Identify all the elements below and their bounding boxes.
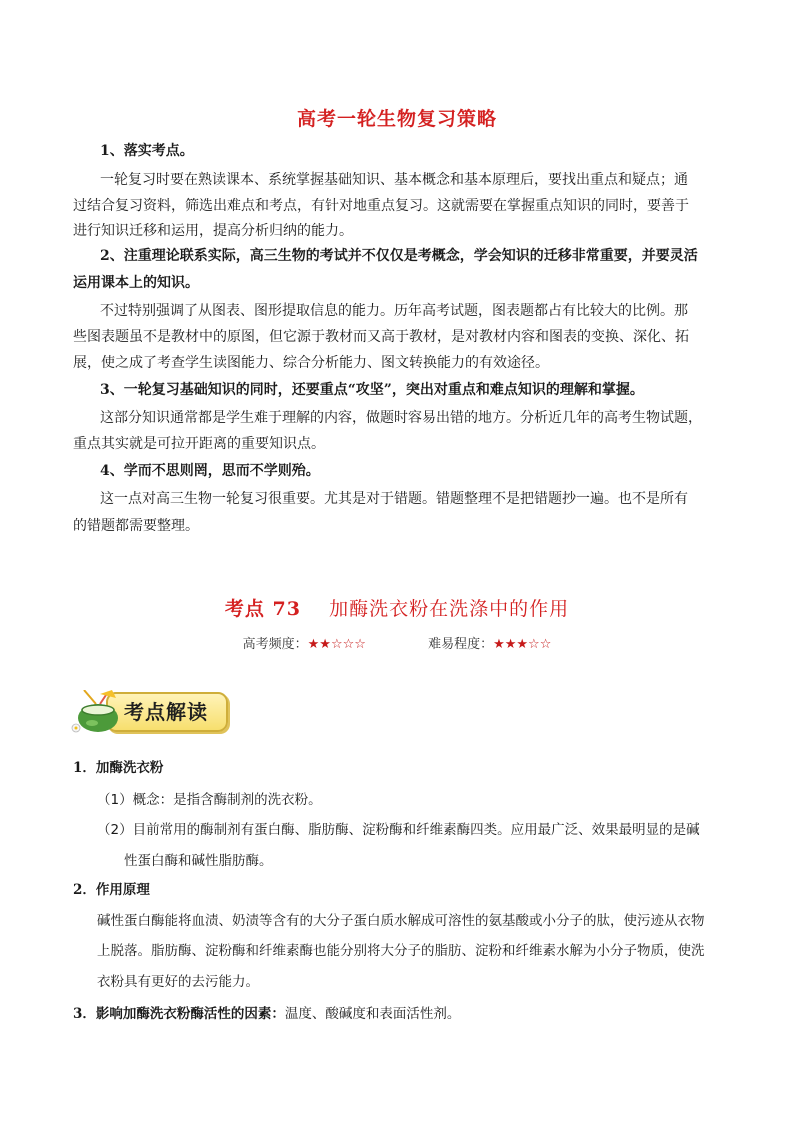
- section-1-item-2-line-2: 性蛋白酶和碱性脂肪酶。: [124, 853, 273, 869]
- strategy-para-2-line-2: 些图表题虽不是教材中的原图，但它源于教材而又高于教材，是对教材内容和图表的变换、深化、拓: [73, 329, 689, 345]
- section-2-line-3: 衣粉具有更好的去污能力。: [97, 974, 259, 990]
- topic-badge: [66, 680, 226, 736]
- topic-title: [0, 594, 794, 621]
- strategy-heading-4: 4、学而不思则罔，思而不学则殆。: [100, 463, 320, 479]
- strategy-heading-3: 3、一轮复习基础知识的同时，还要重点“攻坚”，突出对重点和难点知识的理解和掌握。: [100, 382, 644, 398]
- topic-name: 加酶洗衣粉在洗涤中的作用: [329, 598, 570, 620]
- section-1-item-1: （1）概念：是指含酶制剂的洗衣粉。: [97, 792, 322, 808]
- strategy-para-3-line-2: 重点其实就是可拉开距离的重要知识点。: [73, 436, 325, 452]
- exam-frequency-label: 高考频度：: [242, 637, 308, 652]
- section-3-heading: 3．影响加酶洗衣粉酶活性的因素：: [73, 1006, 285, 1022]
- strategy-para-4-line-1: 这一点对高三生物一轮复习很重要。尤其是对于错题。错题整理不是把错题抄一遍。也不是所有: [100, 491, 688, 507]
- section-2-line-1: 碱性蛋白酶能将血渍、奶渍等含有的大分子蛋白质水解成可溶性的氨基酸或小分子的肽，使污迹从衣物: [97, 913, 705, 929]
- strategy-para-4-line-2: 的错题都需要整理。: [73, 518, 199, 534]
- strategy-para-1-line-1: 一轮复习时要在熟读课本、系统掌握基础知识、基本概念和基本原理后，要找出重点和疑点；通: [100, 172, 688, 188]
- strategy-heading-1: 1、落实考点。: [100, 143, 194, 159]
- strategy-para-2-line-1: 不过特别强调了从图表、图形提取信息的能力。历年高考试题，图表题都占有比较大的比例。那: [100, 303, 688, 319]
- strategy-para-1-line-2: 过结合复习资料，筛选出难点和考点，有针对地重点复习。这就需要在掌握重点知识的同时，要善于: [73, 198, 689, 214]
- badge-label: 考点解读: [124, 700, 208, 724]
- exam-frequency-stars: ★★☆☆☆: [307, 637, 366, 652]
- frequency-row: [0, 633, 794, 652]
- section-2-heading: 2．作用原理: [73, 882, 150, 898]
- strategy-para-1-line-3: 进行知识迁移和运用，提高分析归纳的能力。: [73, 223, 353, 239]
- strategy-heading-2-line-2: 运用课本上的知识。: [73, 275, 199, 291]
- section-1-heading: 1．加酶洗衣粉: [73, 760, 164, 776]
- strategy-heading-2-line-1: 2、注重理论联系实际，高三生物的考试并不仅仅是考概念，学会知识的迁移非常重要，并要灵活: [100, 248, 698, 264]
- difficulty-label: 难易程度：: [428, 637, 494, 652]
- difficulty-stars: ★★★☆☆: [493, 637, 552, 652]
- section-1-item-2-line-1: （2）目前常用的酶制剂有蛋白酶、脂肪酶、淀粉酶和纤维素酶四类。应用最广泛、效果最明显的是碱: [97, 822, 700, 838]
- topic-number: 考点 73: [224, 598, 301, 620]
- page-title: 高考一轮生物复习策略: [296, 108, 497, 130]
- section-3-line: [73, 1004, 460, 1024]
- coconut-drink-icon: [70, 690, 124, 734]
- strategy-para-2-line-3: 展，使之成了考查学生读图能力、综合分析能力、图文转换能力的有效途径。: [73, 355, 549, 371]
- strategy-para-3-line-1: 这部分知识通常都是学生难于理解的内容，做题时容易出错的地方。分析近几年的高考生物试题，: [100, 410, 702, 426]
- section-2-line-2: 上脱落。脂肪酶、淀粉酶和纤维素酶也能分别将大分子的脂肪、淀粉和纤维素水解为小分子物质，使洗: [97, 943, 705, 959]
- section-3-text: 温度、酸碱度和表面活性剂。: [284, 1006, 461, 1022]
